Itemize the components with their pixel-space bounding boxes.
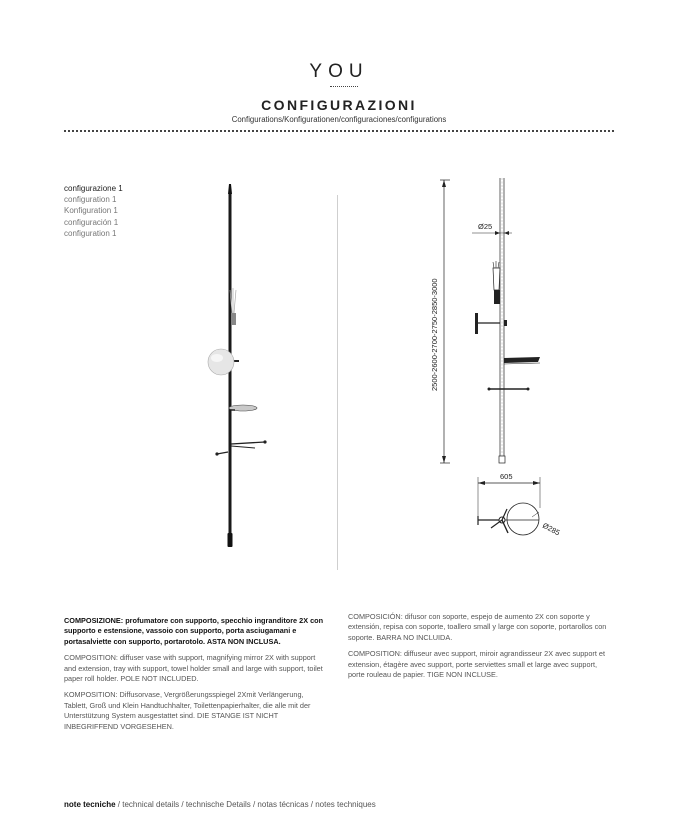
towel-holder [231, 440, 267, 448]
footer-rest: / technical details / technische Details / notas técnicas / notes techniques [115, 800, 376, 809]
round-diameter-label: Ø285 [541, 520, 562, 538]
dotted-rule [64, 130, 614, 132]
column-divider [337, 195, 338, 570]
config-label-de: Konfiguration 1 [64, 206, 118, 216]
config-label-it: configurazione 1 [64, 184, 123, 193]
composition-es: COMPOSICIÓN: difusor con soporte, espejo de aumento 2X con soporte y extensión, repisa con soporte, toallero small y large con soporte, portarollos con soporte. BARRA NO INCLUIDA. [348, 612, 607, 642]
composition-en: COMPOSITION: diffuser vase with support, magnifying mirror 2X with support and extension, tray with support, towel holder small and large with support, toilet paper roll holder. POLE NOT INCLUDED. [64, 653, 323, 684]
width-dimension [478, 477, 540, 520]
technical-drawing [420, 170, 580, 555]
toilet-roll-holder [215, 452, 228, 456]
brand-name: YOU [309, 61, 369, 82]
page-subtitle: Configurations/Konfigurationen/configuraciones/configurations [231, 115, 447, 124]
pole-diameter-dim [472, 231, 512, 235]
footer-bold: note tecniche [64, 800, 116, 809]
brand-divider [330, 86, 358, 87]
pole-top-cap [228, 184, 232, 194]
composition-fr: COMPOSITION: diffuseur avec support, miroir agrandisseur 2X avec support et extension, étagère avec support, porte serviettes small et large avec support, porte rouleau de papier. TIGE NON INCLUSE. [348, 649, 605, 680]
magnifying-mirror [208, 349, 239, 375]
pole-diameter-label: Ø25 [478, 222, 493, 231]
composition-right-column [348, 612, 610, 686]
drawing-diffuser [493, 261, 500, 304]
config-label-fr: configuration 1 [64, 228, 117, 238]
composition-it: COMPOSIZIONE: profumatore con supporto, specchio ingranditore 2X con supporto e estensione, vassoio con supporto, porta asciugamani e portasalviette con supporto, portarotolo. ASTA NON INCLUSA. [64, 616, 324, 646]
footer-note [64, 800, 376, 809]
width-label: 605 [500, 472, 513, 481]
drawing-top-view [478, 503, 539, 535]
config-label-es: configuración 1 [64, 217, 119, 227]
configuration-labels [64, 183, 123, 239]
drawing-towel-holder [488, 388, 530, 391]
config-label-en: configuration 1 [64, 195, 117, 205]
product-illustration [195, 178, 285, 553]
height-dimension [440, 180, 450, 463]
height-range-label: 2500-2600-2700-2750-2850-3000 [430, 278, 439, 391]
pole-foot [228, 533, 233, 547]
drawing-tray [504, 357, 540, 364]
page-title: CONFIGURAZIONI [261, 97, 417, 113]
composition-de: KOMPOSITION: Diffusorvase, Vergrößerungsspiegel 2Xmit Verlängerung, Tablett, Groß und Klein Handtuchhalter, Toilettenpapierhalter, die alle mit der Unterstützung System ausgestattet sind. DIE STANGE IST NICHT INBEGRIFFEND VORGESEHEN. [64, 690, 311, 731]
composition-left-column [64, 616, 326, 738]
tray [229, 405, 257, 411]
